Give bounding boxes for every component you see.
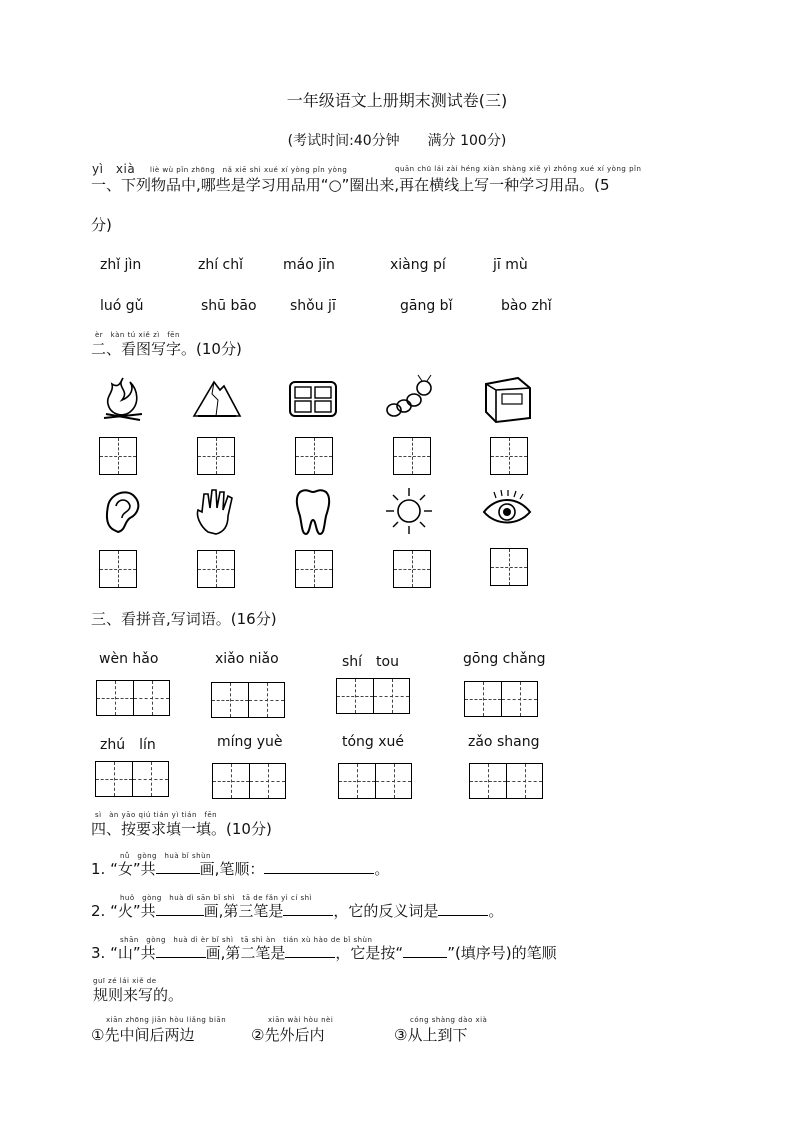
- eye-icon: [480, 486, 534, 536]
- write-box[interactable]: [99, 550, 137, 588]
- q3-pinyin: gōng chǎng: [463, 651, 546, 667]
- q1-word: gāng bǐ: [400, 298, 453, 314]
- book-icon: [480, 374, 534, 424]
- write-box[interactable]: [393, 437, 431, 475]
- field-icon: [286, 374, 340, 424]
- write-box[interactable]: [295, 550, 333, 588]
- write-box[interactable]: [295, 437, 333, 475]
- word-box[interactable]: [212, 763, 286, 799]
- q4-item-ruby: nǚ gòng huà bǐ shùn: [120, 852, 211, 860]
- answer-blank[interactable]: [264, 873, 374, 874]
- q1-ruby-b: liè wù pǐn zhōng nǎ xiē shì xué xí yòng pǐn yòng: [150, 166, 348, 174]
- option-ruby: xiān zhōng jiān hòu liǎng biān: [106, 1016, 227, 1024]
- q1-text: 一、下列物品中,哪些是学习用品用“○”圈出来,再在横线上写一种学习用品。(5: [91, 176, 610, 194]
- q4-item-2: 2. “火”共 画,第三笔是 ，它的反义词是 。: [91, 902, 504, 920]
- answer-blank[interactable]: [438, 915, 488, 916]
- q1-word: máo jīn: [283, 257, 335, 273]
- q4-cont: 规则来写的。: [93, 986, 184, 1004]
- q2-text: 二、看图写字。(10分): [91, 340, 242, 358]
- hand-icon: [190, 486, 244, 536]
- q4-text: 四、按要求填一填。(10分): [91, 820, 272, 838]
- write-box[interactable]: [490, 437, 528, 475]
- q1-word: luó gǔ: [100, 298, 144, 314]
- option-2: ②先外后内: [251, 1026, 325, 1044]
- answer-blank[interactable]: [156, 957, 206, 958]
- word-box[interactable]: [469, 763, 543, 799]
- write-box[interactable]: [197, 437, 235, 475]
- word-box[interactable]: [211, 682, 285, 718]
- option-ruby: xiān wài hòu nèi: [268, 1016, 334, 1024]
- q3-pinyin: shí tou: [342, 654, 399, 670]
- tooth-icon: [286, 486, 340, 536]
- q4-ruby: sì àn yāo qiú tián yì tián fēn: [95, 811, 218, 819]
- fire-icon: [96, 374, 150, 424]
- option-1: ①先中间后两边: [91, 1026, 195, 1044]
- write-box[interactable]: [197, 550, 235, 588]
- option-ruby: cóng shàng dào xià: [410, 1016, 488, 1024]
- q1-word: xiàng pí: [390, 257, 446, 273]
- answer-blank[interactable]: [156, 873, 200, 874]
- word-box[interactable]: [96, 680, 170, 716]
- write-box[interactable]: [99, 437, 137, 475]
- answer-blank[interactable]: [283, 915, 333, 916]
- q4-item-ruby: shān gòng huà dì èr bǐ shì tā shì àn tián xù hào de bǐ shùn: [120, 936, 373, 944]
- q1-word: zhí chǐ: [198, 257, 244, 273]
- q3-pinyin: wèn hǎo: [99, 651, 159, 667]
- q1-text-2: 分): [91, 216, 112, 234]
- write-box[interactable]: [490, 548, 528, 586]
- q3-pinyin: zhú lín: [100, 737, 156, 753]
- answer-blank[interactable]: [156, 915, 204, 916]
- q1-word: zhǐ jìn: [100, 257, 142, 273]
- q4-item-ruby: huǒ gòng huà dì sān bǐ shì tā de fǎn yì cí shì: [120, 894, 313, 902]
- word-box[interactable]: [338, 763, 412, 799]
- q3-pinyin: zǎo shang: [468, 734, 540, 750]
- q1-word: shǒu jī: [290, 298, 336, 314]
- ear-icon: [96, 486, 150, 536]
- insect-icon: [382, 374, 436, 424]
- q3-pinyin: xiǎo niǎo: [215, 651, 279, 667]
- q1-ruby-c: quān chū lái zài héng xiàn shàng xiě yì zhǒng xué xí yòng pǐn: [395, 165, 642, 173]
- q1-word: bào zhǐ: [501, 298, 552, 314]
- q3-pinyin: míng yuè: [217, 734, 283, 750]
- q2-ruby: èr kàn tú xiě zì fēn: [95, 331, 180, 339]
- answer-blank[interactable]: [285, 957, 335, 958]
- q3-text: 三、看拼音,写词语。(16分): [91, 610, 277, 628]
- q1-word: jī mù: [493, 257, 528, 273]
- q4-item-3: 3. “山”共 画,第二笔是 ，它是按“ ”(填序号)的笔顺: [91, 944, 557, 962]
- q4-cont-ruby: guī zé lái xiě de: [93, 977, 157, 985]
- word-box[interactable]: [95, 761, 169, 797]
- sun-icon: [382, 486, 436, 536]
- word-box[interactable]: [336, 678, 410, 714]
- answer-blank[interactable]: [403, 957, 447, 958]
- q1-ruby-a: yì xià: [92, 162, 136, 176]
- write-box[interactable]: [393, 550, 431, 588]
- exam-info: (考试时间:40分钟 满分 100分): [287, 133, 507, 149]
- q4-item-1: 1. “女”共 画,笔顺： 。: [91, 860, 390, 878]
- word-box[interactable]: [464, 681, 538, 717]
- q3-pinyin: tóng xué: [342, 734, 405, 750]
- page-title: 一年级语文上册期末测试卷(三): [286, 91, 508, 110]
- mountain-icon: [190, 374, 244, 424]
- option-3: ③从上到下: [394, 1026, 468, 1044]
- q1-word: shū bāo: [201, 298, 257, 314]
